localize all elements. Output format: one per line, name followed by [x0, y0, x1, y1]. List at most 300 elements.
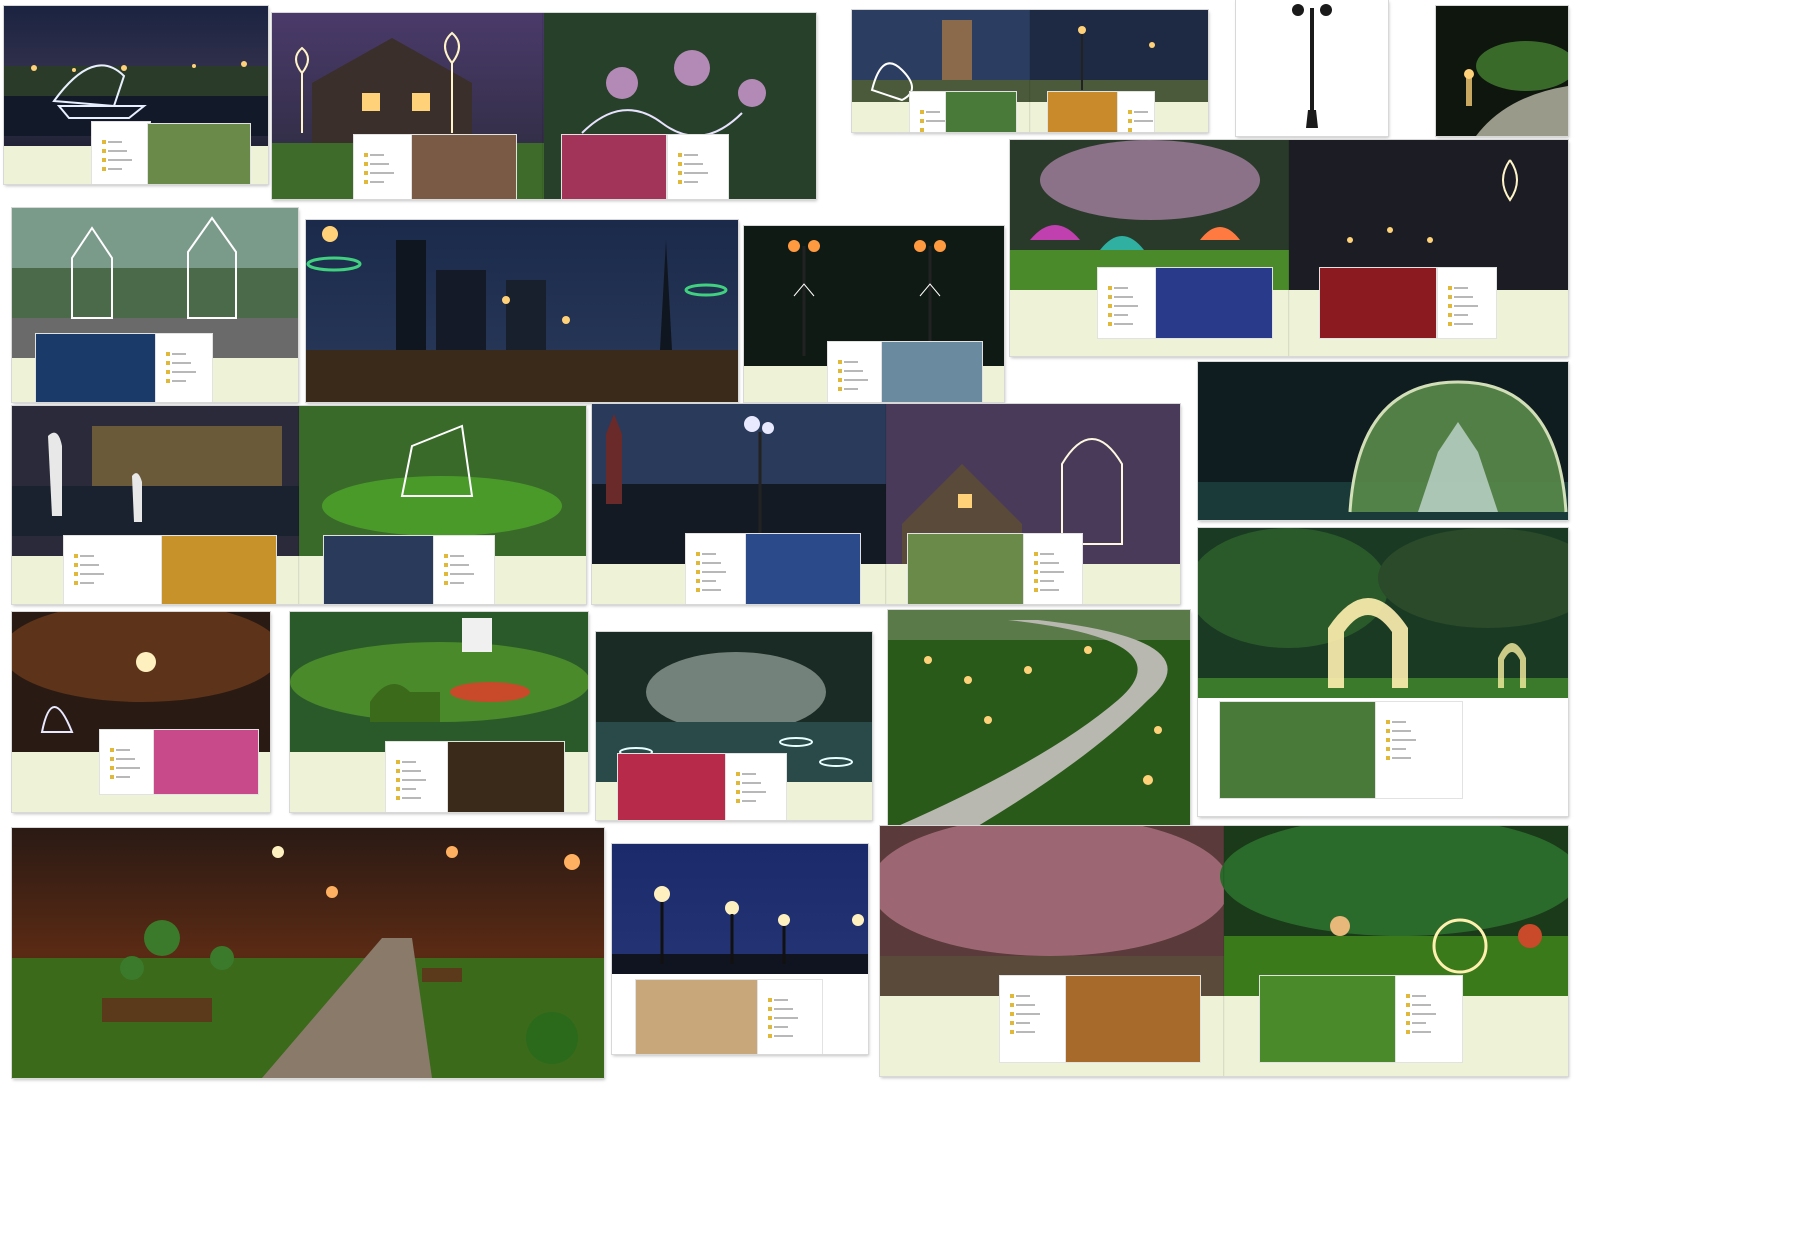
bullet-dot-icon — [1108, 313, 1112, 317]
spec-line — [774, 1035, 793, 1037]
spec-bullet-line — [1406, 1028, 1431, 1037]
inset-photo — [1156, 268, 1272, 338]
spec-bullet-line — [1034, 577, 1054, 586]
spec-bullet-line — [396, 794, 421, 803]
street-lamp-scene — [1236, 0, 1388, 136]
spec-line — [844, 388, 858, 390]
spec-card — [1396, 976, 1462, 1062]
spec-line — [402, 761, 416, 763]
spec-line — [80, 573, 104, 575]
spec-line — [402, 770, 421, 772]
spec-line — [116, 749, 130, 751]
spec-line — [1392, 739, 1416, 741]
spec-line — [1040, 580, 1054, 582]
bullet-dot-icon — [364, 180, 368, 184]
spec-line — [450, 555, 464, 557]
catalog-spread-statues-piano — [12, 406, 586, 604]
spec-bullet-line — [1010, 1028, 1035, 1037]
inset-photo — [324, 536, 434, 604]
catalog-spread-lamp-posts-park — [744, 226, 1004, 402]
spec-line — [370, 181, 384, 183]
spec-line — [1114, 314, 1128, 316]
spec-card — [1000, 976, 1066, 1062]
spec-card — [92, 122, 150, 184]
spec-line — [926, 111, 940, 113]
bullet-dot-icon — [1108, 322, 1112, 326]
inset-photo — [36, 334, 156, 402]
spec-line — [1392, 730, 1411, 732]
bullet-dot-icon — [166, 361, 170, 365]
spec-bullet-line — [74, 579, 94, 588]
bullet-dot-icon — [1108, 295, 1112, 299]
spec-line — [702, 562, 721, 564]
bullet-dot-icon — [736, 799, 740, 803]
inset-photo — [148, 124, 250, 184]
spec-line — [774, 999, 788, 1001]
spec-bullet-line — [74, 570, 104, 579]
bullet-dot-icon — [1034, 588, 1038, 592]
spec-line — [1016, 1004, 1035, 1006]
spec-bullet-line — [364, 151, 384, 160]
spec-bullet-line — [920, 126, 946, 132]
spec-line — [1016, 1022, 1030, 1024]
bullet-dot-icon — [1448, 304, 1452, 308]
spread-fold — [298, 406, 300, 604]
spec-line — [844, 370, 863, 372]
spec-line — [1412, 995, 1426, 997]
spec-bullet-line — [838, 367, 863, 376]
spec-line — [1412, 1031, 1431, 1033]
catalog-spread-garden-bollard — [1436, 6, 1568, 136]
park-alley-scene — [12, 828, 604, 1078]
spec-bullet-line — [396, 767, 421, 776]
spec-bullet-line — [696, 586, 721, 595]
spec-bullet-line — [444, 570, 474, 579]
spec-bullet-line — [678, 178, 698, 187]
spec-bullet-line — [838, 376, 868, 385]
spec-card — [758, 980, 822, 1054]
bullet-dot-icon — [920, 128, 924, 132]
catalog-spread-autumn-apples — [880, 826, 1568, 1076]
spec-bullet-line — [1010, 1010, 1040, 1019]
winding-path-scene — [888, 610, 1190, 826]
spec-line — [1016, 995, 1030, 997]
spec-bullet-line — [696, 568, 726, 577]
spec-bullet-line — [74, 552, 94, 561]
spec-bullet-line — [102, 165, 122, 174]
catalog-spread-winding-path — [888, 610, 1190, 826]
spec-bullet-line — [1406, 992, 1426, 1001]
bullet-dot-icon — [102, 149, 106, 153]
bullet-dot-icon — [696, 552, 700, 556]
spec-bullet-line — [110, 773, 130, 782]
spec-bullet-line — [678, 151, 698, 160]
spec-bullet-line — [768, 1014, 798, 1023]
spec-bullet-line — [736, 779, 761, 788]
spec-line — [702, 553, 716, 555]
bullet-dot-icon — [768, 1016, 772, 1020]
spec-bullet-line — [74, 561, 99, 570]
bullet-dot-icon — [736, 781, 740, 785]
spec-line — [702, 580, 716, 582]
catalog-spread-topiary-horse — [290, 612, 588, 812]
spec-line — [1392, 757, 1411, 759]
bullet-dot-icon — [102, 140, 106, 144]
spec-bullet-line — [110, 746, 130, 755]
spec-bullet-line — [1386, 754, 1411, 763]
bullet-dot-icon — [1108, 304, 1112, 308]
inset-photo — [1220, 702, 1376, 798]
catalog-spread-lantern-pavilions — [12, 208, 298, 402]
spec-card — [1118, 92, 1154, 132]
catalog-spread-house-motifs — [272, 13, 816, 199]
spread-fold — [885, 404, 887, 604]
spec-line — [1114, 287, 1128, 289]
spec-line — [1454, 287, 1468, 289]
spec-card — [1024, 534, 1082, 604]
spec-line — [1016, 1013, 1040, 1015]
spec-line — [1412, 1004, 1431, 1006]
bullet-dot-icon — [1386, 747, 1390, 751]
bullet-dot-icon — [102, 158, 106, 162]
bullet-dot-icon — [768, 1034, 772, 1038]
spec-line — [172, 371, 196, 373]
spec-line — [80, 555, 94, 557]
spec-card — [1098, 268, 1156, 338]
spec-card — [726, 754, 786, 820]
bullet-dot-icon — [1010, 1003, 1014, 1007]
spec-line — [1016, 1031, 1035, 1033]
spec-bullet-line — [1386, 718, 1406, 727]
bullet-dot-icon — [678, 171, 682, 175]
spec-bullet-line — [1034, 559, 1059, 568]
spec-line — [684, 172, 708, 174]
spec-bullet-line — [920, 117, 945, 126]
spec-line — [108, 159, 132, 161]
bullet-dot-icon — [1406, 1003, 1410, 1007]
bullet-dot-icon — [1448, 322, 1452, 326]
spec-bullet-line — [396, 758, 416, 767]
spec-bullet-line — [1128, 117, 1153, 126]
spec-line — [742, 782, 761, 784]
spec-bullet-line — [110, 755, 135, 764]
spec-bullet-line — [364, 160, 389, 169]
bullet-dot-icon — [1386, 738, 1390, 742]
bullet-dot-icon — [396, 769, 400, 773]
catalog-spread-city-embankment — [306, 220, 738, 402]
spec-bullet-line — [736, 797, 756, 806]
spec-bullet-line — [1386, 736, 1416, 745]
spread-fold — [1223, 826, 1225, 1076]
catalog-spread-horseshoe-arch — [1198, 528, 1568, 816]
spec-bullet-line — [696, 577, 716, 586]
bullet-dot-icon — [1010, 1012, 1014, 1016]
spec-bullet-line — [1406, 1010, 1436, 1019]
bullet-dot-icon — [166, 352, 170, 356]
bullet-dot-icon — [1386, 720, 1390, 724]
spec-bullet-line — [1108, 311, 1128, 320]
spec-bullet-line — [102, 156, 132, 165]
inset-photo — [946, 92, 1016, 132]
spec-line — [450, 564, 469, 566]
spread-fold — [1288, 140, 1290, 356]
spec-bullet-line — [1010, 992, 1030, 1001]
spec-card — [686, 534, 746, 604]
spec-line — [1040, 571, 1064, 573]
spec-card — [828, 342, 882, 402]
bullet-dot-icon — [1128, 119, 1132, 123]
bullet-dot-icon — [1034, 552, 1038, 556]
bullet-dot-icon — [1406, 994, 1410, 998]
spec-bullet-line — [1448, 311, 1468, 320]
spec-card — [1438, 268, 1496, 338]
spec-line — [108, 150, 127, 152]
bullet-dot-icon — [678, 153, 682, 157]
spec-bullet-line — [1108, 293, 1133, 302]
bullet-dot-icon — [444, 554, 448, 558]
bullet-dot-icon — [838, 369, 842, 373]
spec-line — [684, 163, 703, 165]
spec-line — [116, 776, 130, 778]
spec-line — [1040, 589, 1059, 591]
bullet-dot-icon — [1010, 1030, 1014, 1034]
inset-photo — [882, 342, 982, 402]
spec-bullet-line — [364, 178, 384, 187]
spec-bullet-line — [364, 169, 394, 178]
spec-line — [1392, 748, 1406, 750]
spec-bullet-line — [768, 996, 788, 1005]
spec-line — [370, 172, 394, 174]
bullet-dot-icon — [166, 379, 170, 383]
spec-bullet-line — [1010, 1001, 1035, 1010]
bullet-dot-icon — [74, 554, 78, 558]
bullet-dot-icon — [768, 998, 772, 1002]
bullet-dot-icon — [696, 561, 700, 565]
bullet-dot-icon — [1010, 994, 1014, 998]
bullet-dot-icon — [396, 796, 400, 800]
spec-bullet-line — [102, 138, 122, 147]
spec-bullet-line — [1128, 126, 1154, 132]
spec-card — [156, 334, 212, 402]
spec-bullet-line — [1386, 727, 1411, 736]
bullet-dot-icon — [364, 162, 368, 166]
spec-line — [774, 1026, 788, 1028]
spec-line — [80, 564, 99, 566]
spec-bullet-line — [696, 550, 716, 559]
spec-line — [844, 361, 858, 363]
spec-bullet-line — [444, 552, 464, 561]
spec-line — [172, 362, 191, 364]
spec-line — [402, 779, 426, 781]
bullet-dot-icon — [696, 579, 700, 583]
bullet-dot-icon — [736, 772, 740, 776]
catalog-spread-embankment-lamps — [612, 844, 868, 1054]
spec-card — [434, 536, 494, 604]
bullet-dot-icon — [1128, 128, 1132, 132]
spec-line — [774, 1008, 793, 1010]
spec-line — [402, 797, 421, 799]
bullet-dot-icon — [110, 775, 114, 779]
bullet-dot-icon — [74, 563, 78, 567]
spec-bullet-line — [678, 169, 708, 178]
inset-photo — [562, 135, 666, 199]
spec-bullet-line — [678, 160, 703, 169]
inset-photo — [162, 536, 276, 604]
spec-card — [64, 536, 162, 604]
spec-card — [386, 742, 448, 812]
bullet-dot-icon — [1448, 313, 1452, 317]
spec-bullet-line — [1406, 1019, 1426, 1028]
spec-line — [108, 168, 122, 170]
spec-line — [702, 571, 726, 573]
spec-line — [450, 573, 474, 575]
spec-card — [910, 92, 946, 132]
spec-line — [1412, 1013, 1436, 1015]
bullet-dot-icon — [736, 790, 740, 794]
bullet-dot-icon — [696, 588, 700, 592]
spec-line — [1412, 1022, 1426, 1024]
spec-line — [702, 589, 721, 591]
bullet-dot-icon — [768, 1007, 772, 1011]
spec-bullet-line — [444, 561, 469, 570]
bullet-dot-icon — [1386, 729, 1390, 733]
spec-line — [742, 791, 766, 793]
catalog-spread-kremlin-birdcage — [592, 404, 1180, 604]
inset-photo — [746, 534, 860, 604]
bullet-dot-icon — [838, 378, 842, 382]
spec-line — [116, 767, 140, 769]
spec-bullet-line — [696, 559, 721, 568]
bullet-dot-icon — [166, 370, 170, 374]
bullet-dot-icon — [1034, 561, 1038, 565]
spec-line — [370, 163, 389, 165]
bullet-dot-icon — [1034, 579, 1038, 583]
spec-line — [1114, 323, 1133, 325]
spec-card — [668, 135, 728, 199]
spec-bullet-line — [1448, 284, 1468, 293]
spec-card — [1376, 702, 1462, 798]
spec-bullet-line — [1108, 302, 1138, 311]
bullet-dot-icon — [396, 760, 400, 764]
bullet-dot-icon — [102, 167, 106, 171]
spec-bullet-line — [1034, 568, 1064, 577]
spec-line — [450, 582, 464, 584]
spec-bullet-line — [1108, 284, 1128, 293]
bullet-dot-icon — [110, 757, 114, 761]
bullet-dot-icon — [1128, 110, 1132, 114]
spec-bullet-line — [1034, 586, 1059, 595]
bullet-dot-icon — [110, 748, 114, 752]
spec-bullet-line — [110, 764, 140, 773]
spec-line — [844, 379, 868, 381]
spec-line — [1454, 314, 1468, 316]
bullet-dot-icon — [1108, 286, 1112, 290]
bullet-dot-icon — [444, 572, 448, 576]
spec-card — [354, 135, 414, 199]
spec-line — [742, 773, 756, 775]
inset-photo — [1066, 976, 1200, 1062]
bullet-dot-icon — [838, 360, 842, 364]
inset-photo — [1320, 268, 1436, 338]
spec-bullet-line — [768, 1005, 793, 1014]
spec-bullet-line — [166, 359, 191, 368]
bullet-dot-icon — [74, 581, 78, 585]
bullet-dot-icon — [920, 110, 924, 114]
spec-line — [1454, 296, 1473, 298]
inset-photo — [1260, 976, 1396, 1062]
bullet-dot-icon — [1386, 756, 1390, 760]
catalog-spread-street-lamp — [1236, 0, 1388, 136]
light-dome-scene — [1198, 362, 1568, 520]
bullet-dot-icon — [1448, 286, 1452, 290]
bullet-dot-icon — [444, 581, 448, 585]
spec-bullet-line — [736, 788, 766, 797]
spec-line — [926, 120, 945, 122]
bullet-dot-icon — [678, 180, 682, 184]
catalog-spread-light-dome — [1198, 362, 1568, 520]
bullet-dot-icon — [696, 570, 700, 574]
spec-line — [774, 1017, 798, 1019]
inset-photo — [618, 754, 726, 820]
spec-line — [1134, 120, 1153, 122]
spec-bullet-line — [166, 368, 196, 377]
spec-line — [1040, 562, 1059, 564]
city-embankment-scene — [306, 220, 738, 402]
spec-line — [172, 353, 186, 355]
spec-card — [100, 730, 154, 794]
spec-bullet-line — [768, 1023, 788, 1032]
bullet-dot-icon — [838, 387, 842, 391]
catalog-spread-park-alley — [12, 828, 604, 1078]
spec-bullet-line — [102, 147, 127, 156]
spec-line — [402, 788, 416, 790]
spec-line — [684, 181, 698, 183]
bullet-dot-icon — [920, 119, 924, 123]
catalog-spread-reflective-water — [596, 632, 872, 820]
spec-line — [684, 154, 698, 156]
inset-photo — [448, 742, 564, 812]
spec-bullet-line — [166, 377, 186, 386]
bullet-dot-icon — [1406, 1012, 1410, 1016]
bullet-dot-icon — [364, 171, 368, 175]
bullet-dot-icon — [364, 153, 368, 157]
bullet-dot-icon — [110, 766, 114, 770]
bullet-dot-icon — [444, 563, 448, 567]
spec-bullet-line — [1386, 745, 1406, 754]
catalog-spread-park-trees-fountain — [12, 612, 270, 812]
inset-photo — [154, 730, 258, 794]
spec-bullet-line — [838, 385, 858, 394]
catalog-spread-umbrellas-angels — [1010, 140, 1568, 356]
spec-line — [172, 380, 186, 382]
spec-line — [80, 582, 94, 584]
spec-line — [1454, 323, 1473, 325]
spec-line — [1114, 305, 1138, 307]
spec-line — [1114, 296, 1133, 298]
spec-line — [742, 800, 756, 802]
bullet-dot-icon — [1406, 1030, 1410, 1034]
bullet-dot-icon — [768, 1025, 772, 1029]
bullet-dot-icon — [396, 778, 400, 782]
spec-bullet-line — [166, 350, 186, 359]
spec-bullet-line — [1448, 320, 1473, 329]
spec-bullet-line — [1108, 320, 1133, 329]
spec-bullet-line — [396, 785, 416, 794]
spread-fold — [1029, 10, 1031, 132]
spec-bullet-line — [838, 358, 858, 367]
spec-bullet-line — [920, 108, 940, 117]
spec-bullet-line — [736, 770, 756, 779]
